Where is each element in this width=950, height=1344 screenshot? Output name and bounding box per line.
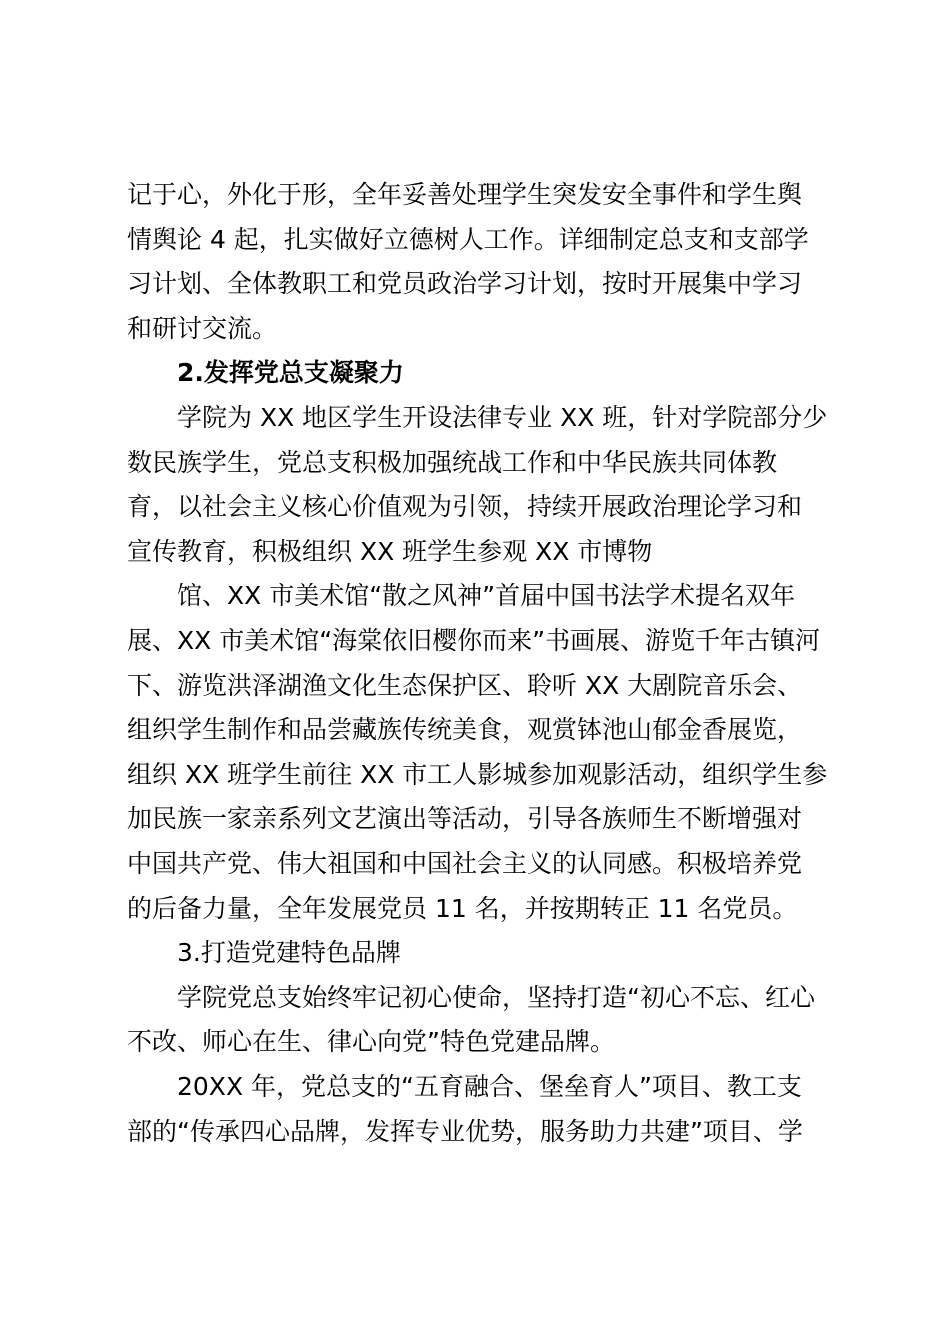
paragraph-line: 组织 XX 班学生前往 XX 市工人影城参加观影活动，组织学生参 <box>127 760 828 789</box>
paragraph-line: 学院为 XX 地区学生开设法律专业 XX 班，针对学院部分少 <box>177 403 828 432</box>
paragraph-line: 情舆论 4 起，扎实做好立德树人工作。详细制定总支和支部学 <box>127 225 809 254</box>
paragraph-line: 馆、XX 市美术馆“散之风神”首届中国书法学术提名双年 <box>177 581 796 610</box>
paragraph-line: 20XX 年，党总支的“五育融合、堡垒育人”项目、教工支 <box>177 1072 802 1101</box>
paragraph-line: 宣传教育，积极组织 XX 班学生参观 XX 市博物 <box>127 537 653 566</box>
paragraph-line: 数民族学生，党总支积极加强统战工作和中华民族共同体教 <box>127 448 778 477</box>
paragraph-line: 展、XX 市美术馆“海棠依旧樱你而来”书画展、游览千年古镇河 <box>127 626 821 655</box>
section-heading: 2.发挥党总支凝聚力 <box>177 358 404 387</box>
section-heading: 3.打造党建特色品牌 <box>177 938 401 967</box>
paragraph-line: 和研讨交流。 <box>127 314 278 343</box>
paragraph-line: 中国共产党、伟大祖国和中国社会主义的认同感。积极培养党 <box>127 849 803 878</box>
paragraph-line: 组织学生制作和品尝藏族传统美食，观赏钵池山郁金香展览， <box>127 715 803 744</box>
paragraph-line: 不改、师心在生、律心向党”特色党建品牌。 <box>127 1027 615 1056</box>
paragraph-line: 育，以社会主义核心价值观为引领，持续开展政治理论学习和 <box>127 492 803 521</box>
paragraph-line: 部的“传承四心品牌，发挥专业优势，服务助力共建”项目、学 <box>127 1117 803 1146</box>
paragraph-line: 下、游览洪泽湖渔文化生态保护区、聆听 XX 大剧院音乐会、 <box>127 671 803 700</box>
paragraph-line: 习计划、全体教职工和党员政治学习计划，按时开展集中学习 <box>127 269 803 298</box>
paragraph-line: 加民族一家亲系列文艺演出等活动，引导各族师生不断增强对 <box>127 804 803 833</box>
paragraph-line: 学院党总支始终牢记初心使命，坚持打造“初心不忘、红心 <box>177 983 815 1012</box>
paragraph-line: 的后备力量，全年发展党员 11 名，并按期转正 11 名党员。 <box>127 894 798 923</box>
paragraph-line: 记于心，外化于形，全年妥善处理学生突发安全事件和学生舆 <box>127 180 803 209</box>
